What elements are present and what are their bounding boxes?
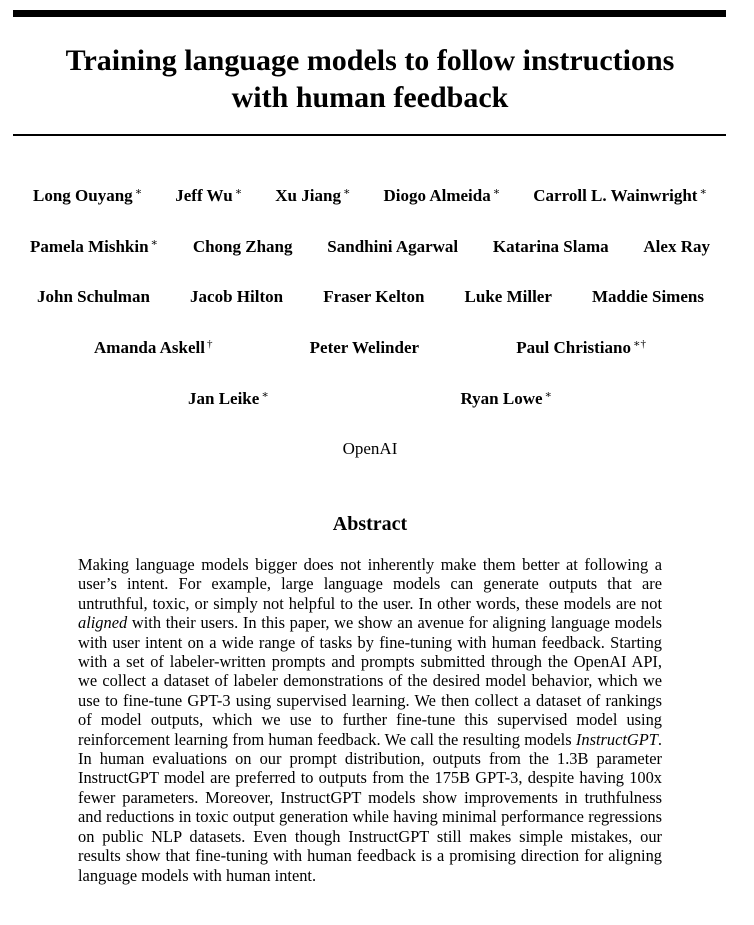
author: Maddie Simens [592,287,704,306]
author-row-1 [33,186,707,206]
author: Alex Ray [643,237,710,256]
author: Carroll L. Wainwright ∗ [533,186,707,205]
abstract-heading: Abstract [332,513,408,535]
author: Jan Leike ∗ [188,389,269,408]
top-rule [13,10,726,17]
author: Peter Welinder [309,338,420,357]
author: Luke Miller [464,287,552,306]
author: Paul Christiano ∗† [516,338,646,357]
author: Xu Jiang ∗ [275,186,351,205]
author: Ryan Lowe ∗ [460,389,552,408]
author: Long Ouyang ∗ [33,186,143,205]
author-row-3 [37,287,704,307]
author: Jacob Hilton [190,287,284,306]
title-bottom-rule [13,134,726,136]
affiliation: OpenAI [342,439,398,458]
author: Pamela Mishkin ∗ [30,237,159,256]
author: Chong Zhang [192,237,293,256]
author: Sandhini Agarwal [327,237,459,256]
abstract-body: Making language models bigger does not inherently make them better at following a user’s intent. For example, large language models can generate outputs that are untruthful, toxic, or simply not helpful to the user. In other words, these models are not aligned with their users. In this paper, we show an avenue for aligning language models with user intent on a wide range of tasks by fine-tuning with human feedback. Starting with a set of labeler-written prompts and prompts submitted through the OpenAI API, we collect a dataset of labeler demonstrations of the desired model behavior, which we use to fine-tune GPT-3 using supervised learning. We then collect a dataset of rankings of model outputs, which we use to further fine-tune this supervised model using reinforcement learning from human feedback. We call the resulting models InstructGPT. In human evaluations on our prompt distribution, outputs from the 1.3B parameter InstructGPT model are preferred to outputs from the 175B GPT-3, despite having 100x fewer parameters. Moreover, InstructGPT models show improvements in truthfulness and reductions in toxic output generation while having minimal performance regressions on public NLP datasets. Even though InstructGPT still makes simple mistakes, our results show that fine-tuning with human feedback is a promising direction for aligning language models with human intent. [78,555,662,885]
author-row-4 [94,338,646,358]
title-line-1: Training language models to follow instructions [65,44,675,77]
author: Katarina Slama [492,237,609,256]
author-row-5 [188,389,552,409]
author: Amanda Askell † [94,338,213,357]
abstract-emphasis: InstructGPT [575,729,658,749]
author: Fraser Kelton [323,287,425,306]
author: Diogo Almeida ∗ [383,186,501,205]
paper-title [0,42,740,116]
author: John Schulman [37,287,150,306]
abstract-emphasis: aligned [78,613,128,633]
author-row-2 [30,237,710,257]
author: Jeff Wu ∗ [175,186,243,205]
title-line-2: with human feedback [231,81,509,114]
